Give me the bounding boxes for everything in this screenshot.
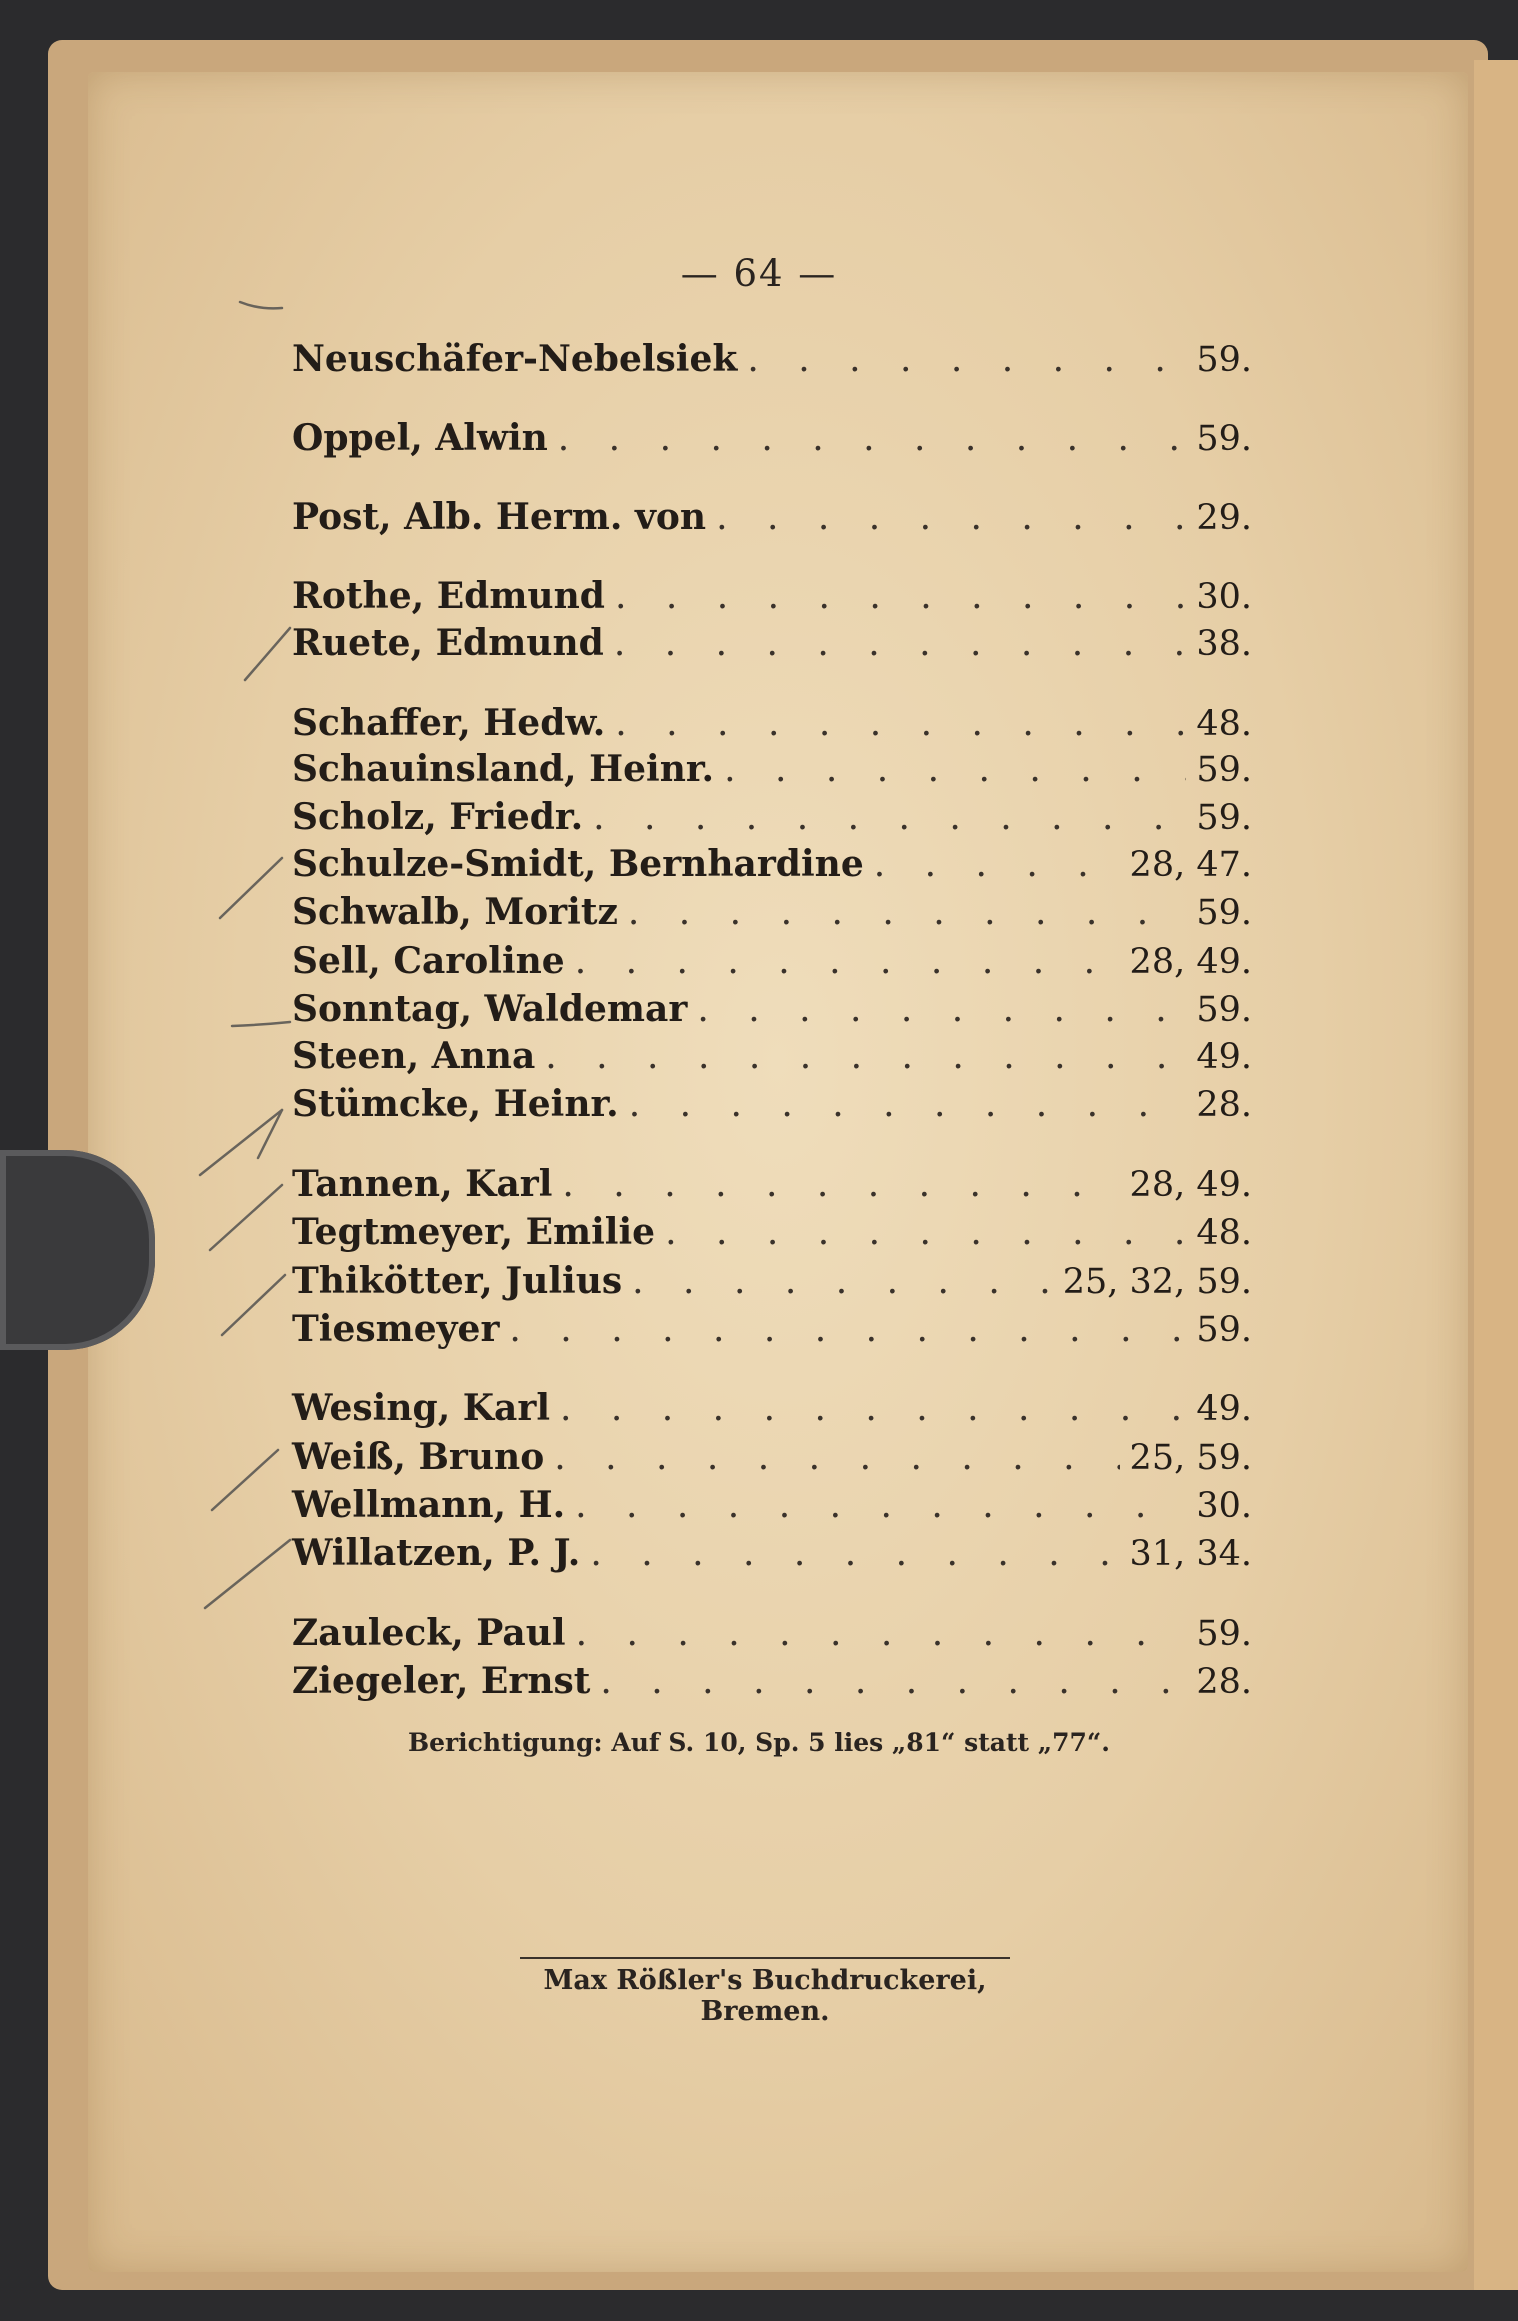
leader-dots <box>575 941 1120 982</box>
entry-name: Stümcke, Heinr. <box>292 1083 619 1125</box>
leader-dots <box>615 576 1186 617</box>
leader-dots <box>874 844 1120 885</box>
entry-pages: 59. <box>1196 340 1252 380</box>
entry-name: Steen, Anna <box>292 1035 536 1077</box>
entry-name: Post, Alb. Herm. von <box>292 496 707 538</box>
index-entry <box>292 1387 1252 1435</box>
entry-name: Wellmann, H. <box>292 1484 566 1526</box>
entry-name: Scholz, Friedr. <box>292 796 584 838</box>
entry-name: Schaffer, Hedw. <box>292 702 606 744</box>
index-entry <box>292 702 1252 750</box>
page-clip <box>0 1150 155 1350</box>
index-entry <box>292 1612 1252 1660</box>
index-entry <box>292 417 1252 465</box>
entry-pages: 59. <box>1196 419 1252 459</box>
index-entry <box>292 796 1252 844</box>
index-entry <box>292 1163 1252 1211</box>
entry-pages: 30. <box>1196 577 1252 617</box>
index-entry <box>292 338 1252 386</box>
index-entry <box>292 1436 1252 1484</box>
correction-note: Berichtigung: Auf S. 10, Sp. 5 lies „81“ statt „77“. <box>407 1728 1111 1757</box>
entry-name: Tannen, Karl <box>292 1163 553 1205</box>
entry-pages: 28. <box>1196 1085 1252 1125</box>
entry-name: Tegtmeyer, Emilie <box>292 1211 656 1253</box>
index-entry <box>292 1211 1252 1259</box>
entry-pages: 28, 49. <box>1129 942 1252 982</box>
entry-pages: 25, 59. <box>1129 1438 1252 1478</box>
entry-pages: 30. <box>1196 1486 1252 1526</box>
leader-dots <box>590 1533 1119 1574</box>
entry-pages: 48. <box>1196 704 1252 744</box>
entry-name: Zauleck, Paul <box>292 1612 566 1654</box>
entry-name: Rothe, Edmund <box>292 575 605 617</box>
entry-pages: 59. <box>1196 893 1252 933</box>
leader-dots <box>558 418 1187 459</box>
leader-dots <box>632 1261 1053 1302</box>
index-entry <box>292 940 1252 988</box>
leader-dots <box>509 1309 1186 1350</box>
index-entry <box>292 1660 1252 1708</box>
entry-name: Tiesmeyer <box>292 1308 500 1350</box>
index-entry <box>292 843 1252 891</box>
entry-name: Weiß, Bruno <box>292 1436 545 1478</box>
index-entry <box>292 1484 1252 1532</box>
leader-dots <box>716 497 1186 538</box>
entry-pages: 29. <box>1196 498 1252 538</box>
leader-dots <box>593 797 1186 838</box>
index-entry <box>292 988 1252 1036</box>
page-number: — 64 — <box>680 252 838 295</box>
entry-pages: 28, 49. <box>1129 1165 1252 1205</box>
entry-pages: 38. <box>1196 624 1252 664</box>
entry-name: Ziegeler, Ernst <box>292 1660 591 1702</box>
entry-pages: 59. <box>1196 798 1252 838</box>
entry-name: Schauinsland, Heinr. <box>292 748 715 790</box>
entry-name: Ruete, Edmund <box>292 622 604 664</box>
entry-name: Wesing, Karl <box>292 1387 551 1429</box>
entry-pages: 48. <box>1196 1213 1252 1253</box>
entry-name: Oppel, Alwin <box>292 417 548 459</box>
entry-name: Schulze-Smidt, Bernhardine <box>292 843 864 885</box>
leader-dots <box>576 1613 1187 1654</box>
index-entry <box>292 1260 1252 1308</box>
entry-name: Schwalb, Moritz <box>292 891 618 933</box>
entry-pages: 49. <box>1196 1389 1252 1429</box>
printer-imprint: Max Rößler's Buchdruckerei, Bremen. <box>520 1957 1010 2027</box>
leader-dots <box>614 623 1187 664</box>
entry-pages: 49. <box>1196 1037 1252 1077</box>
index-entry <box>292 1035 1252 1083</box>
leader-dots <box>560 1388 1186 1429</box>
entry-name: Neuschäfer-Nebelsiek <box>292 338 738 380</box>
leader-dots <box>628 892 1186 933</box>
index-entry <box>292 496 1252 544</box>
entry-pages: 28, 47. <box>1129 845 1252 885</box>
index-entry <box>292 1083 1252 1131</box>
leader-dots <box>747 339 1186 380</box>
entry-name: Thikötter, Julius <box>292 1260 623 1302</box>
entry-name: Sell, Caroline <box>292 940 565 982</box>
leader-dots <box>575 1485 1186 1526</box>
leader-dots <box>724 749 1186 790</box>
leader-dots <box>629 1084 1187 1125</box>
entry-pages: 28. <box>1196 1662 1252 1702</box>
leader-dots <box>665 1212 1186 1253</box>
index-entry <box>292 891 1252 939</box>
index-entry <box>292 748 1252 796</box>
entry-pages: 31, 34. <box>1129 1534 1252 1574</box>
entry-pages: 59. <box>1196 1310 1252 1350</box>
entry-pages: 59. <box>1196 750 1252 790</box>
index-entry <box>292 622 1252 670</box>
leader-dots <box>554 1437 1119 1478</box>
entry-pages: 25, 32, 59. <box>1062 1262 1252 1302</box>
entry-name: Willatzen, P. J. <box>292 1532 581 1574</box>
entry-name: Sonntag, Waldemar <box>292 988 688 1030</box>
entry-pages: 59. <box>1196 990 1252 1030</box>
facing-page-edge <box>1474 60 1518 2290</box>
leader-dots <box>562 1164 1119 1205</box>
leader-dots <box>545 1036 1186 1077</box>
leader-dots <box>600 1661 1186 1702</box>
leader-dots <box>697 989 1186 1030</box>
entry-pages: 59. <box>1196 1614 1252 1654</box>
index-entry <box>292 1532 1252 1580</box>
leader-dots <box>615 703 1186 744</box>
index-entry <box>292 575 1252 623</box>
index-entry <box>292 1308 1252 1356</box>
